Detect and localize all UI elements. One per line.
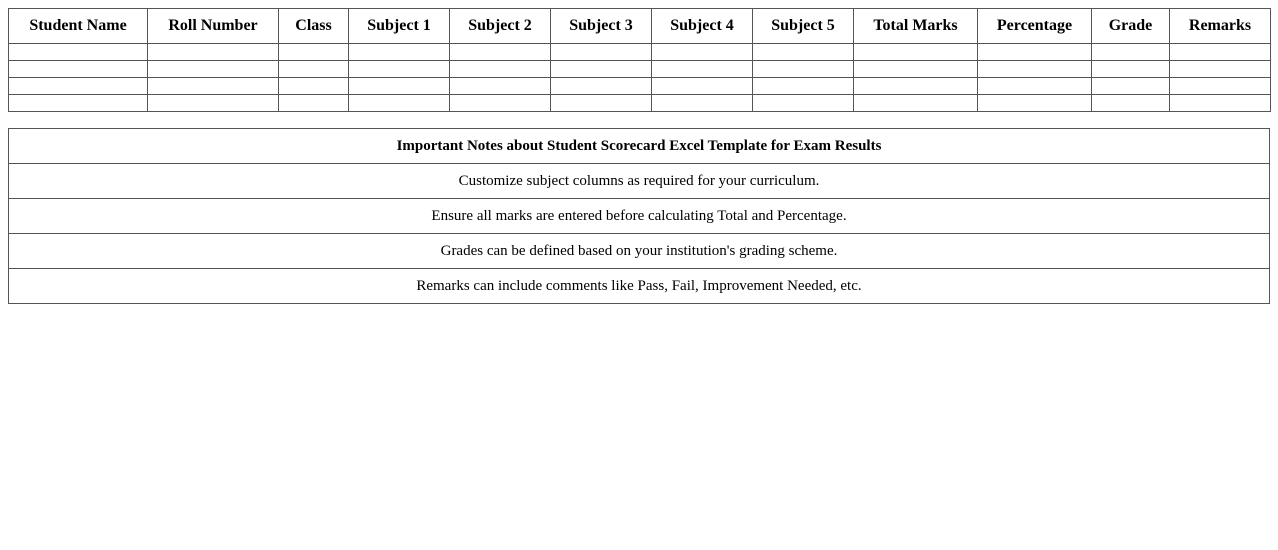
table-cell[interactable] xyxy=(978,44,1092,61)
table-cell[interactable] xyxy=(854,78,978,95)
table-cell[interactable] xyxy=(854,95,978,112)
table-cell[interactable] xyxy=(753,61,854,78)
scorecard-table xyxy=(8,8,1271,112)
note-row xyxy=(9,164,1270,199)
header-row xyxy=(9,9,1271,44)
table-cell[interactable] xyxy=(551,78,652,95)
table-cell[interactable] xyxy=(1092,44,1170,61)
column-header-remarks[interactable]: Remarks xyxy=(1170,9,1271,44)
table-cell[interactable] xyxy=(1092,61,1170,78)
table-cell[interactable] xyxy=(551,44,652,61)
table-cell[interactable] xyxy=(450,44,551,61)
table-cell[interactable] xyxy=(148,95,279,112)
table-cell[interactable] xyxy=(349,61,450,78)
column-header-subject-3[interactable]: Subject 3 xyxy=(551,9,652,44)
table-cell[interactable] xyxy=(652,61,753,78)
note-item: Grades can be defined based on your institution's grading scheme. xyxy=(9,234,1270,269)
column-header-subject-1[interactable]: Subject 1 xyxy=(349,9,450,44)
table-cell[interactable] xyxy=(652,78,753,95)
note-item: Customize subject columns as required for your curriculum. xyxy=(9,164,1270,199)
table-cell[interactable] xyxy=(279,78,349,95)
table-cell[interactable] xyxy=(753,78,854,95)
column-header-grade[interactable]: Grade xyxy=(1092,9,1170,44)
table-cell[interactable] xyxy=(753,44,854,61)
column-header-class[interactable]: Class xyxy=(279,9,349,44)
table-cell[interactable] xyxy=(551,61,652,78)
table-row xyxy=(9,44,1271,61)
table-cell[interactable] xyxy=(279,61,349,78)
column-header-percentage[interactable]: Percentage xyxy=(978,9,1092,44)
column-header-subject-5[interactable]: Subject 5 xyxy=(753,9,854,44)
table-cell[interactable] xyxy=(978,95,1092,112)
table-cell[interactable] xyxy=(652,95,753,112)
note-row xyxy=(9,234,1270,269)
table-cell[interactable] xyxy=(854,44,978,61)
table-cell[interactable] xyxy=(349,44,450,61)
table-cell[interactable] xyxy=(279,44,349,61)
table-cell[interactable] xyxy=(349,78,450,95)
table-cell[interactable] xyxy=(9,95,148,112)
table-cell[interactable] xyxy=(1170,95,1271,112)
table-cell[interactable] xyxy=(450,78,551,95)
table-cell[interactable] xyxy=(978,61,1092,78)
table-cell[interactable] xyxy=(9,44,148,61)
table-cell[interactable] xyxy=(551,95,652,112)
table-cell[interactable] xyxy=(978,78,1092,95)
table-cell[interactable] xyxy=(349,95,450,112)
table-cell[interactable] xyxy=(148,44,279,61)
table-cell[interactable] xyxy=(1170,78,1271,95)
column-header-total-marks[interactable]: Total Marks xyxy=(854,9,978,44)
table-cell[interactable] xyxy=(279,95,349,112)
column-header-subject-2[interactable]: Subject 2 xyxy=(450,9,551,44)
note-item: Ensure all marks are entered before calculating Total and Percentage. xyxy=(9,199,1270,234)
table-cell[interactable] xyxy=(1092,95,1170,112)
notes-title: Important Notes about Student Scorecard Excel Template for Exam Results xyxy=(9,129,1270,164)
table-cell[interactable] xyxy=(148,78,279,95)
table-cell[interactable] xyxy=(753,95,854,112)
table-cell[interactable] xyxy=(1170,61,1271,78)
table-cell[interactable] xyxy=(148,61,279,78)
column-header-student-name[interactable]: Student Name xyxy=(9,9,148,44)
table-cell[interactable] xyxy=(1092,78,1170,95)
table-cell[interactable] xyxy=(9,78,148,95)
note-row xyxy=(9,199,1270,234)
table-cell[interactable] xyxy=(854,61,978,78)
table-row xyxy=(9,95,1271,112)
table-cell[interactable] xyxy=(652,44,753,61)
table-row xyxy=(9,61,1271,78)
table-cell[interactable] xyxy=(9,61,148,78)
notes-table xyxy=(8,128,1270,304)
table-row xyxy=(9,78,1271,95)
column-header-roll-number[interactable]: Roll Number xyxy=(148,9,279,44)
notes-title-row xyxy=(9,129,1270,164)
column-header-subject-4[interactable]: Subject 4 xyxy=(652,9,753,44)
table-cell[interactable] xyxy=(1170,44,1271,61)
table-cell[interactable] xyxy=(450,61,551,78)
table-cell[interactable] xyxy=(450,95,551,112)
note-row xyxy=(9,269,1270,304)
note-item: Remarks can include comments like Pass, Fail, Improvement Needed, etc. xyxy=(9,269,1270,304)
